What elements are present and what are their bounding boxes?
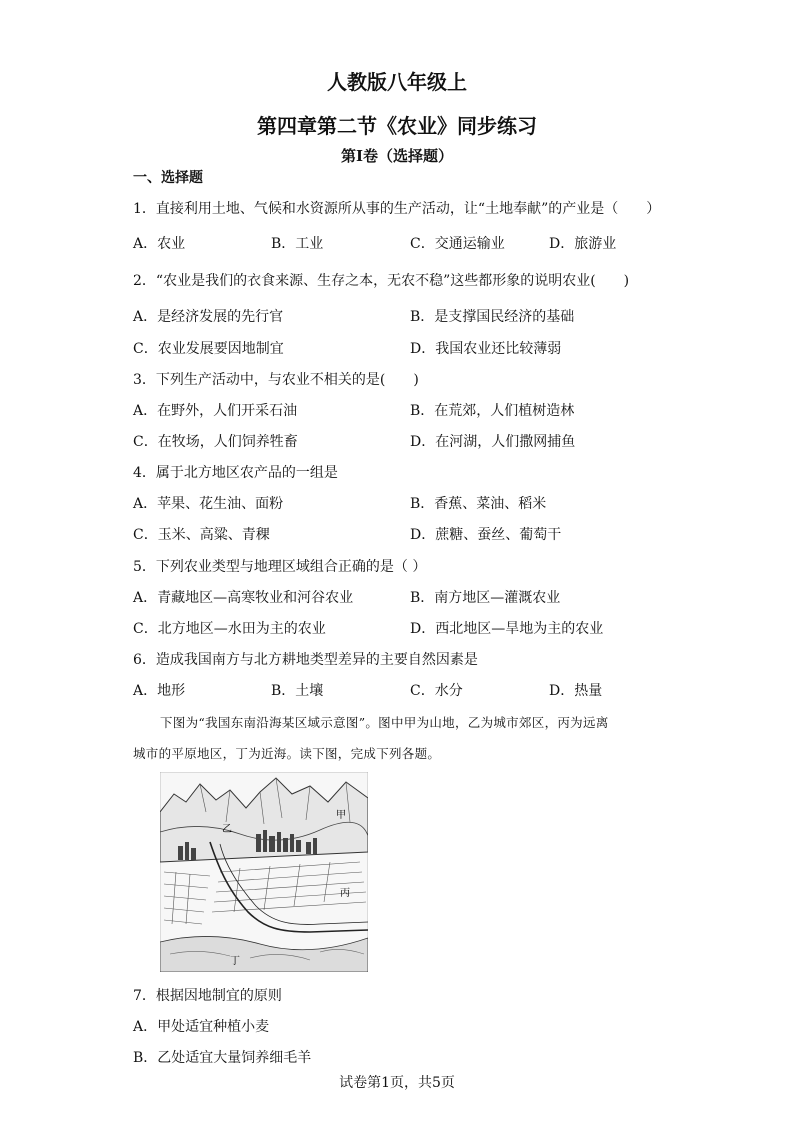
- title-chapter: 第四章第二节《农业》同步练习: [257, 114, 537, 138]
- q1-option-b: B．工业: [271, 236, 324, 252]
- q2-option-d: D．我国农业还比较薄弱: [410, 341, 562, 357]
- question-5-stem: 5．下列农业类型与地理区域组合正确的是（ ）: [133, 559, 427, 575]
- q7-option-b: B．乙处适宜大量饲养细毛羊: [133, 1050, 312, 1066]
- q3-option-c: C．在牧场，人们饲养牲畜: [133, 434, 298, 450]
- q3-option-a: A．在野外，人们开采石油: [133, 403, 298, 419]
- title-grade: 人教版八年级上: [327, 70, 467, 94]
- material-intro-line-1: 下图为“我国东南沿海某区域示意图”。图中甲为山地，乙为城市郊区，丙为远离: [160, 715, 609, 730]
- q5-option-a: A．青藏地区—高寒牧业和河谷农业: [133, 590, 354, 606]
- q4-option-c: C．玉米、高粱、青稞: [133, 527, 270, 543]
- question-6-stem: 6．造成我国南方与北方耕地类型差异的主要自然因素是: [133, 652, 478, 668]
- q6-option-b: B．土壤: [271, 683, 324, 699]
- question-4-stem: 4．属于北方地区农产品的一组是: [133, 465, 338, 481]
- material-intro-line-2: 城市的平原地区，丁为近海。读下图，完成下列各题。: [133, 746, 441, 761]
- q2-option-a: A．是经济发展的先行官: [133, 309, 284, 325]
- q1-option-d: D．旅游业: [549, 236, 617, 252]
- q5-option-d: D．西北地区—旱地为主的农业: [410, 621, 604, 637]
- q3-option-d: D．在河湖，人们撒网捕鱼: [410, 434, 576, 450]
- figure-label-yi: 乙: [222, 824, 232, 835]
- q5-option-c: C．北方地区—水田为主的农业: [133, 621, 326, 637]
- q1-option-c: C．交通运输业: [410, 236, 505, 252]
- q6-option-c: C．水分: [410, 683, 463, 699]
- sketch-map-drawing: [160, 772, 368, 972]
- q5-option-b: B．南方地区—灌溉农业: [410, 590, 561, 606]
- figure-label-ding: 丁: [230, 956, 240, 967]
- q1-option-a: A．农业: [133, 236, 186, 252]
- figure-label-jia: 甲: [336, 810, 346, 821]
- q4-option-d: D．蔗糖、蚕丝、葡萄干: [410, 527, 562, 543]
- question-7-stem: 7．根据因地制宜的原则: [133, 988, 282, 1004]
- q6-option-d: D．热量: [549, 683, 603, 699]
- q3-option-b: B．在荒郊，人们植树造林: [410, 403, 575, 419]
- q4-option-b: B．香蕉、菜油、稻米: [410, 496, 547, 512]
- question-1-stem: 1．直接利用土地、气候和水资源所从事的生产活动，让“土地奉献”的产业是（ ）: [133, 201, 661, 217]
- page-footer: 试卷第1页，共5页: [339, 1075, 455, 1091]
- question-3-stem: 3．下列生产活动中，与农业不相关的是( ): [133, 372, 419, 388]
- q4-option-a: A．苹果、花生油、面粉: [133, 496, 284, 512]
- q2-option-b: B．是支撑国民经济的基础: [410, 309, 575, 325]
- q2-option-c: C．农业发展要因地制宜: [133, 341, 284, 357]
- q6-option-a: A．地形: [133, 683, 186, 699]
- question-2-stem: 2．“农业是我们的衣食来源、生存之本，无农不稳”这些都形象的说明农业( ): [133, 273, 630, 289]
- q7-option-a: A．甲处适宜种植小麦: [133, 1019, 270, 1035]
- figure-label-bing: 丙: [340, 888, 350, 899]
- volume-heading: 第I卷（选择题）: [340, 147, 454, 165]
- section-heading: 一、选择题: [133, 170, 203, 186]
- regional-sketch-map: [160, 772, 368, 972]
